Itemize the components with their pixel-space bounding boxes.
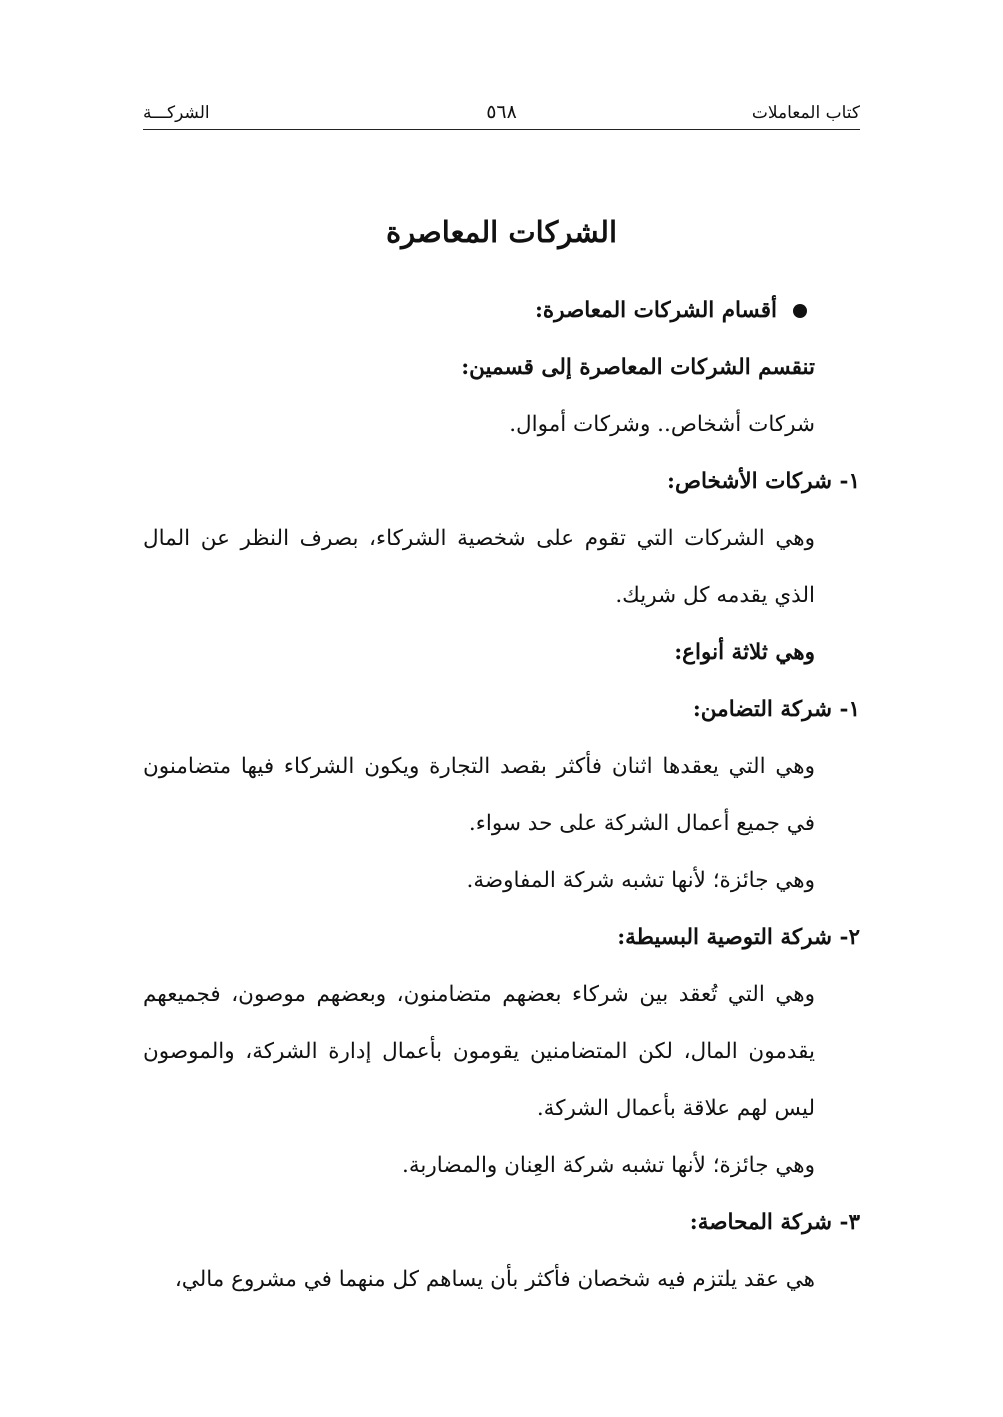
body-text — [143, 282, 860, 1308]
bullet-icon — [793, 304, 807, 318]
joint-heading: ٣- شركة المحاصة: — [689, 1210, 860, 1235]
solidarity-ruling: وهي جائزة؛ لأنها تشبه شركة المفاوضة. — [466, 868, 815, 893]
division-heading: تنقسم الشركات المعاصرة إلى قسمين: — [461, 355, 815, 380]
types-heading: وهي ثلاثة أنواع: — [674, 640, 815, 665]
chapter-title: الشركـــة — [143, 103, 210, 123]
page-title: الشركات المعاصرة — [385, 215, 618, 250]
simple-heading: ٢- شركة التوصية البسيطة: — [617, 925, 860, 950]
bullet-heading — [143, 282, 860, 339]
bullet-heading-text: أقسام الشركات المعاصرة: — [534, 298, 777, 323]
page-number: ٥٦٨ — [486, 101, 517, 123]
solidarity-heading: ١- شركة التضامن: — [692, 697, 860, 722]
simple-text: وهي التي تُعقد بين شركاء بعضهم متضامنون، وبعضهم موصون، فجميعهم يقدمون المال، لكن المتضامنين يقومون بأعمال إدارة الشركة، والموصون ليس لهم علاقة بأعمال الشركة. — [143, 982, 815, 1121]
running-header — [143, 101, 860, 130]
solidarity-text: وهي التي يعقدها اثنان فأكثر بقصد التجارة ويكون الشركاء فيها متضامنون في جميع أعمال الشركة على حد سواء. — [143, 754, 815, 836]
persons-heading: ١- شركات الأشخاص: — [667, 469, 860, 494]
book-title: كتاب المعاملات — [751, 103, 860, 123]
persons-text: وهي الشركات التي تقوم على شخصية الشركاء، بصرف النظر عن المال الذي يقدمه كل شريك. — [143, 526, 815, 608]
division-text: شركات أشخاص.. وشركات أموال. — [509, 412, 815, 437]
joint-text: هي عقد يلتزم فيه شخصان فأكثر بأن يساهم كل منهما في مشروع مالي، — [174, 1267, 815, 1292]
simple-ruling: وهي جائزة؛ لأنها تشبه شركة العِنان والمضاربة. — [402, 1153, 815, 1178]
